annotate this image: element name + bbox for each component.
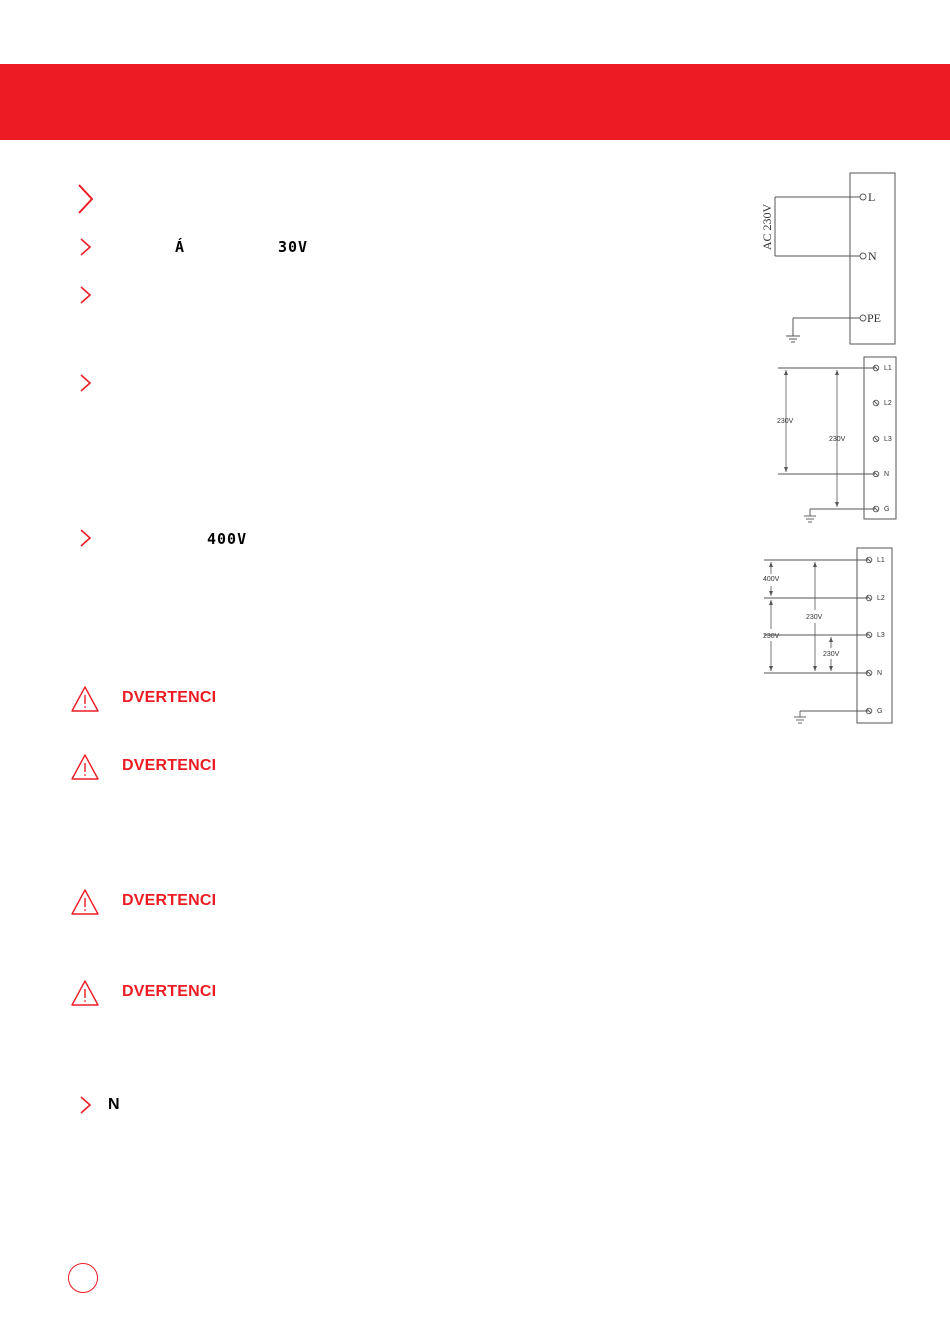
voltage-label: 230V [806,614,823,621]
single-phase-wiring-diagram [750,170,930,350]
terminal-label: L1 [877,557,885,564]
warning-2 [70,753,370,783]
warning-triangle-icon [70,685,100,718]
voltage-label: 230V [763,633,780,640]
terminal-label: G [884,506,890,513]
terminal-label: L2 [877,595,885,602]
terminal-label: G [877,708,883,715]
voltage-label: 230V [777,418,794,425]
warning-triangle-icon [70,979,100,1012]
accent-a-fragment: Á [175,238,186,256]
three-phase-400v-wiring-diagram [760,545,910,730]
voltage-400-fragment: 400V [207,530,248,548]
terminal-label: L2 [884,400,892,407]
header-banner [0,64,950,140]
warning-triangle-icon [70,753,100,786]
warning-3 [70,888,370,918]
page-number-badge [68,1263,98,1293]
chevron-right-icon [79,285,93,305]
chevron-right-icon [79,373,93,393]
warning-label: DVERTENCI [122,757,217,774]
terminal-label: L3 [877,632,885,639]
supply-voltage-label: AC 230V [760,203,774,251]
terminal-label: L [868,190,876,204]
chevron-right-icon [76,183,96,215]
three-phase-230v-wiring-diagram [760,355,910,525]
warning-4 [70,979,370,1009]
terminal-label: PE [867,311,882,325]
warning-label: DVERTENCI [122,892,217,909]
warning-label: DVERTENCI [122,983,217,1000]
warning-triangle-icon [70,888,100,921]
voltage-label: 230V [829,436,846,443]
n-heading-fragment: N [108,1096,120,1113]
voltage-label: 230V [823,651,840,658]
terminal-label: L1 [884,365,892,372]
warning-label: DVERTENCI [122,689,217,706]
warning-1 [70,685,370,715]
terminal-label: N [877,670,883,677]
chevron-right-icon [79,1095,93,1115]
terminal-label: L3 [884,436,892,443]
voltage-230-fragment: 30V [278,238,309,256]
terminal-label: N [868,249,877,263]
chevron-right-icon [79,528,93,548]
voltage-label: 400V [763,576,780,583]
chevron-right-icon [79,237,93,257]
terminal-label: N [884,471,890,478]
